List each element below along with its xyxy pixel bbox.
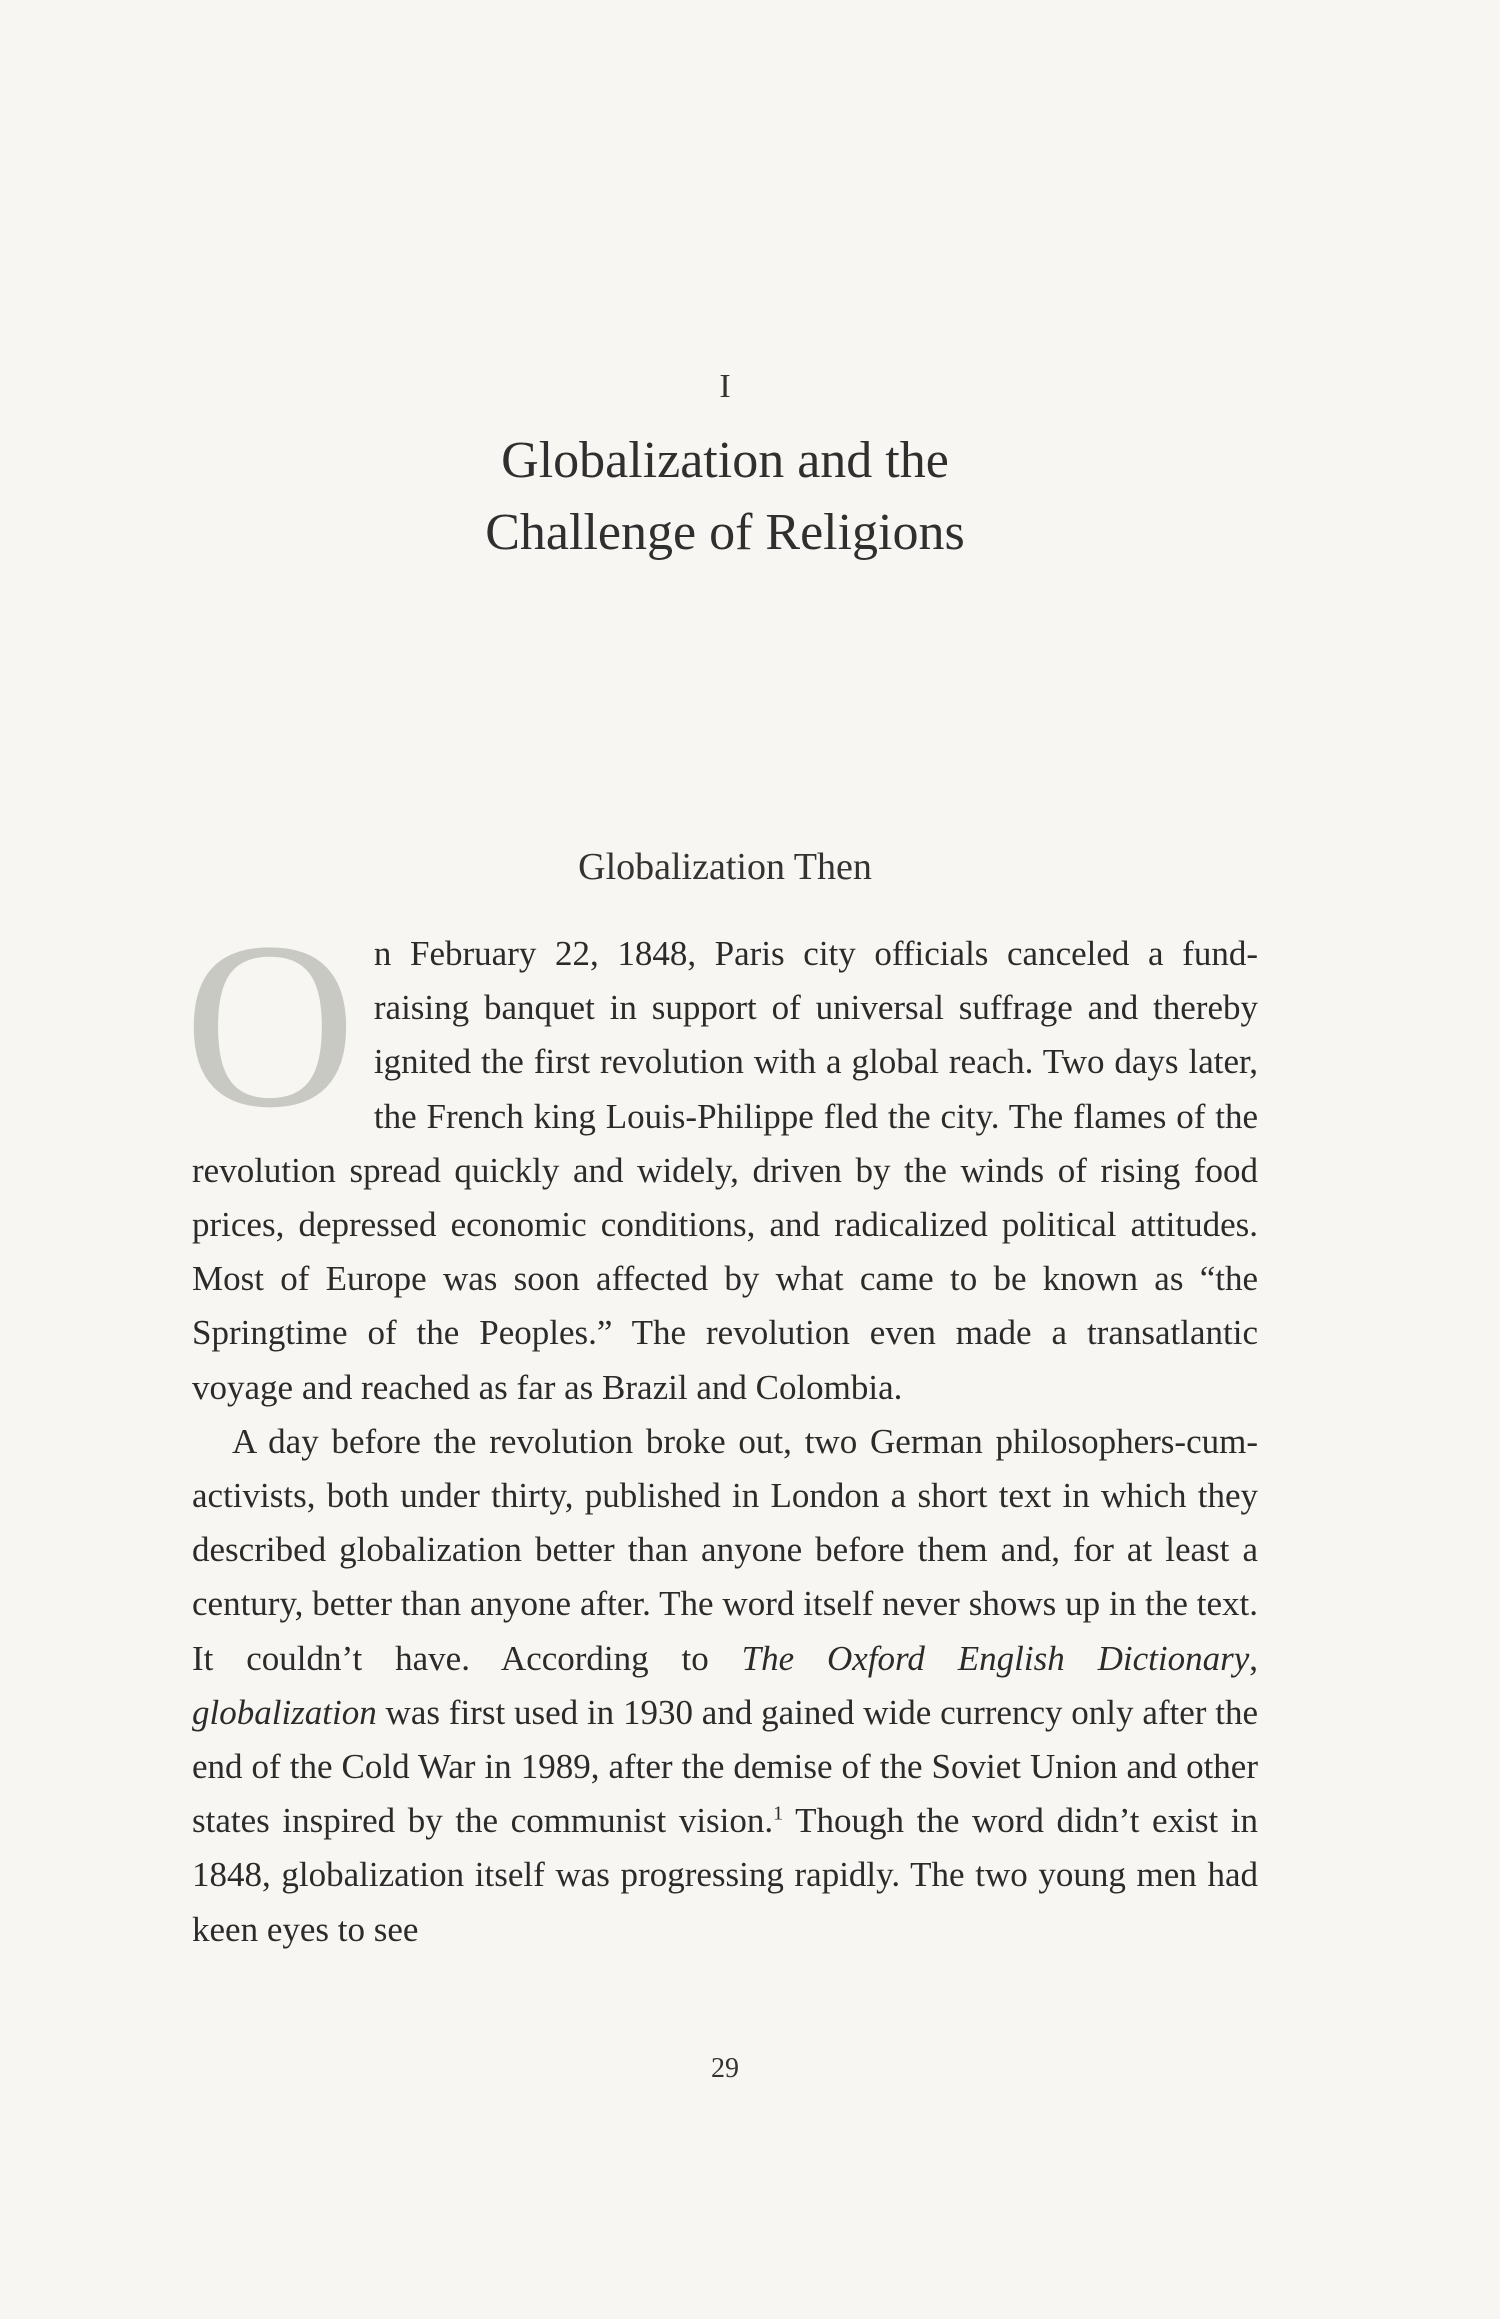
footnote-reference: 1 (773, 1802, 784, 1825)
page-number: 29 (711, 2053, 739, 2084)
chapter-title (0, 425, 1450, 569)
paragraph-2-text-d: Though the word didn’t exist in 1848, globalization itself was progressing rapidly. The two young men had keen eyes to see (192, 1801, 1258, 1949)
body-text (184, 894, 1258, 1957)
book-title-italic: The Oxford English Dictionary (741, 1638, 1250, 1678)
section-heading: Globalization Then (578, 846, 872, 888)
term-italic: globalization (192, 1692, 377, 1732)
chapter-title-line-2: Challenge of Religions (485, 504, 965, 561)
paragraph-2-text-b: , (1249, 1638, 1258, 1678)
chapter-number: I (719, 368, 731, 405)
drop-cap: O (184, 894, 356, 1157)
paragraph-2-text-c: was first used in 1930 and gained wide currency only after the end of the Cold War in 1989, after the demise of the Soviet Union and other states inspired by the communist vision. (192, 1692, 1258, 1841)
paragraph-1 (184, 894, 1258, 1415)
paragraph-2-text-a: A day before the revolution broke out, two German philosophers-cum-activists, both under thirty, published in London a short text in which they described globalization better than anyone before them and, for at least a century, better than anyone after. The word itself never shows up in the text. It couldn’t have. According to (192, 1421, 1258, 1678)
paragraph-2 (192, 1415, 1258, 1957)
chapter-title-line-1: Globalization and the (501, 432, 949, 489)
paragraph-1-text: n February 22, 1848, Paris city officials canceled a fund-raising banquet in support of universal suffrage and thereby ignited the first revolution with a global reach. Two days later, the French king Louis-Philippe fled the city. The flames of the revolution spread quickly and widely, driven by the winds of rising food prices, depressed economic conditions, and radicalized political attitudes. Most of Europe was soon affected by what came to be known as “the Springtime of the Peoples.” The revolution even made a transatlantic voyage and reached as far as Brazil and Colombia. (192, 934, 1258, 1407)
